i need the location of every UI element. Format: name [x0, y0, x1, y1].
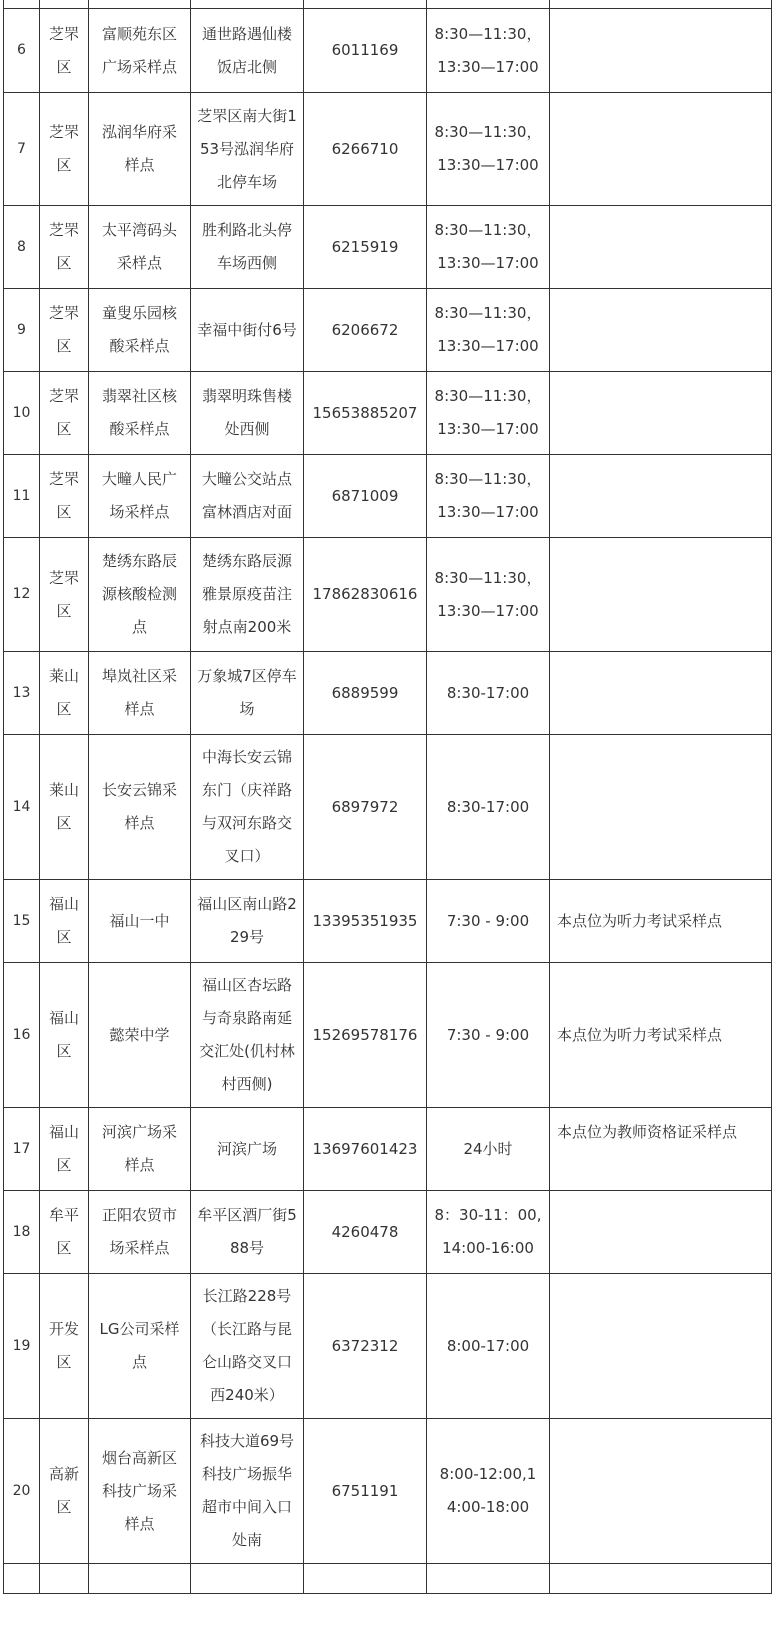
address-cell: 大疃公交站点富林酒店对面 — [191, 455, 304, 538]
table-cell — [89, 0, 191, 9]
site-name-cell: 河滨广场采样点 — [89, 1108, 191, 1191]
phone-cell: 6751191 — [304, 1419, 427, 1564]
address-cell: 科技大道69号科技广场振华超市中间入口处南 — [191, 1419, 304, 1564]
table-row — [4, 455, 772, 538]
table-row — [4, 538, 772, 652]
table-row — [4, 1191, 772, 1274]
hours-cell: 8:30—11:30，13:30—17:00 — [427, 9, 550, 93]
row-number: 17 — [4, 1108, 40, 1191]
address-cell: 福山区南山路229号 — [191, 880, 304, 963]
table-row — [4, 1419, 772, 1564]
table-cell — [40, 0, 89, 9]
note-cell — [550, 735, 772, 880]
site-name-cell: 大疃人民广场采样点 — [89, 455, 191, 538]
table-cell — [304, 1564, 427, 1594]
hours-cell: 8:30—11:30，13:30—17:00 — [427, 455, 550, 538]
site-name-cell: 泓润华府采样点 — [89, 93, 191, 206]
hours-cell: 7:30 - 9:00 — [427, 963, 550, 1108]
district-cell: 芝罘区 — [40, 289, 89, 372]
hours-cell: 8：30-11：00,14:00-16:00 — [427, 1191, 550, 1274]
address-cell: 中海长安云锦东门（庆祥路与双河东路交叉口） — [191, 735, 304, 880]
phone-cell: 15269578176 — [304, 963, 427, 1108]
address-cell: 翡翠明珠售楼处西侧 — [191, 372, 304, 455]
table-row — [4, 206, 772, 289]
note-cell: 本点位为教师资格证采样点 — [550, 1108, 772, 1191]
district-cell: 开发区 — [40, 1274, 89, 1419]
district-cell: 莱山区 — [40, 652, 89, 735]
table-cell — [4, 0, 40, 9]
site-name-cell: 长安云锦采样点 — [89, 735, 191, 880]
row-number: 20 — [4, 1419, 40, 1564]
site-name-cell: 正阳农贸市场采样点 — [89, 1191, 191, 1274]
note-cell — [550, 538, 772, 652]
phone-cell: 6266710 — [304, 93, 427, 206]
table-cell — [89, 1564, 191, 1594]
phone-cell: 6871009 — [304, 455, 427, 538]
hours-cell: 8:30—11:30，13:30—17:00 — [427, 289, 550, 372]
district-cell: 芝罘区 — [40, 206, 89, 289]
note-cell — [550, 9, 772, 93]
district-cell: 福山区 — [40, 1108, 89, 1191]
note-cell — [550, 1191, 772, 1274]
hours-cell: 24小时 — [427, 1108, 550, 1191]
phone-cell: 6206672 — [304, 289, 427, 372]
row-number: 14 — [4, 735, 40, 880]
district-cell: 牟平区 — [40, 1191, 89, 1274]
phone-cell: 13395351935 — [304, 880, 427, 963]
phone-cell: 4260478 — [304, 1191, 427, 1274]
table-cell — [4, 1564, 40, 1594]
site-name-cell: LG公司采样点 — [89, 1274, 191, 1419]
site-name-cell: 翡翠社区核酸采样点 — [89, 372, 191, 455]
address-cell: 幸福中街付6号 — [191, 289, 304, 372]
address-cell: 芝罘区南大街153号泓润华府北停车场 — [191, 93, 304, 206]
table-cell — [191, 1564, 304, 1594]
table-cell — [40, 1564, 89, 1594]
table-row — [4, 289, 772, 372]
site-name-cell: 太平湾码头采样点 — [89, 206, 191, 289]
row-number: 15 — [4, 880, 40, 963]
note-cell: 本点位为听力考试采样点 — [550, 963, 772, 1108]
site-name-cell: 埠岚社区采样点 — [89, 652, 191, 735]
district-cell: 芝罘区 — [40, 538, 89, 652]
table-row — [4, 372, 772, 455]
row-number: 8 — [4, 206, 40, 289]
row-number: 10 — [4, 372, 40, 455]
note-cell: 本点位为听力考试采样点 — [550, 880, 772, 963]
hours-cell: 7:30 - 9:00 — [427, 880, 550, 963]
table-cell — [427, 0, 550, 9]
table-row — [4, 93, 772, 206]
site-name-cell: 楚绣东路辰源核酸检测点 — [89, 538, 191, 652]
site-name-cell: 烟台高新区科技广场采样点 — [89, 1419, 191, 1564]
address-cell: 胜利路北头停车场西侧 — [191, 206, 304, 289]
table-row — [4, 735, 772, 880]
address-cell: 牟平区酒厂街588号 — [191, 1191, 304, 1274]
phone-cell: 6889599 — [304, 652, 427, 735]
row-number: 18 — [4, 1191, 40, 1274]
table-row — [4, 1108, 772, 1191]
address-cell: 万象城7区停车场 — [191, 652, 304, 735]
phone-cell: 6372312 — [304, 1274, 427, 1419]
table-cell — [191, 0, 304, 9]
row-number: 7 — [4, 93, 40, 206]
note-cell — [550, 1419, 772, 1564]
row-number: 9 — [4, 289, 40, 372]
table-row — [4, 880, 772, 963]
hours-cell: 8:30—11:30，13:30—17:00 — [427, 372, 550, 455]
site-name-cell: 懿荣中学 — [89, 963, 191, 1108]
table-row — [4, 1274, 772, 1419]
row-number: 6 — [4, 9, 40, 93]
hours-cell: 8:00-12:00,14:00-18:00 — [427, 1419, 550, 1564]
row-number: 11 — [4, 455, 40, 538]
note-cell — [550, 93, 772, 206]
table-cell — [304, 0, 427, 9]
phone-cell: 6215919 — [304, 206, 427, 289]
district-cell: 芝罘区 — [40, 455, 89, 538]
hours-cell: 8:30-17:00 — [427, 652, 550, 735]
row-number: 19 — [4, 1274, 40, 1419]
table-row — [4, 9, 772, 93]
district-cell: 莱山区 — [40, 735, 89, 880]
address-cell: 通世路遇仙楼饭店北侧 — [191, 9, 304, 93]
hours-cell: 8:30—11:30，13:30—17:00 — [427, 206, 550, 289]
hours-cell: 8:30-17:00 — [427, 735, 550, 880]
site-name-cell: 童叟乐园核酸采样点 — [89, 289, 191, 372]
table-row-top-border — [4, 0, 772, 9]
hours-cell: 8:00-17:00 — [427, 1274, 550, 1419]
address-cell: 福山区杏坛路与奇泉路南延交汇处(仉村林村西侧) — [191, 963, 304, 1108]
note-cell — [550, 206, 772, 289]
hours-cell: 8:30—11:30，13:30—17:00 — [427, 93, 550, 206]
row-number: 16 — [4, 963, 40, 1108]
row-number: 12 — [4, 538, 40, 652]
address-cell: 河滨广场 — [191, 1108, 304, 1191]
note-cell — [550, 372, 772, 455]
row-number: 13 — [4, 652, 40, 735]
site-name-cell: 福山一中 — [89, 880, 191, 963]
address-cell: 长江路228号（长江路与昆仑山路交叉口西240米） — [191, 1274, 304, 1419]
sampling-sites-table — [3, 0, 772, 1594]
district-cell: 芝罘区 — [40, 93, 89, 206]
address-cell: 楚绣东路辰源雅景原疫苗注射点南200米 — [191, 538, 304, 652]
table-row-continued — [4, 1564, 772, 1594]
table-cell — [550, 1564, 772, 1594]
district-cell: 芝罘区 — [40, 372, 89, 455]
phone-cell: 15653885207 — [304, 372, 427, 455]
hours-cell: 8:30—11:30，13:30—17:00 — [427, 538, 550, 652]
table-row — [4, 963, 772, 1108]
note-cell — [550, 652, 772, 735]
note-cell — [550, 455, 772, 538]
table-row — [4, 652, 772, 735]
phone-cell: 6897972 — [304, 735, 427, 880]
district-cell: 高新区 — [40, 1419, 89, 1564]
note-cell — [550, 289, 772, 372]
district-cell: 芝罘区 — [40, 9, 89, 93]
table-cell — [550, 0, 772, 9]
phone-cell: 17862830616 — [304, 538, 427, 652]
table-cell — [427, 1564, 550, 1594]
phone-cell: 13697601423 — [304, 1108, 427, 1191]
district-cell: 福山区 — [40, 880, 89, 963]
phone-cell: 6011169 — [304, 9, 427, 93]
note-cell — [550, 1274, 772, 1419]
district-cell: 福山区 — [40, 963, 89, 1108]
site-name-cell: 富顺苑东区广场采样点 — [89, 9, 191, 93]
